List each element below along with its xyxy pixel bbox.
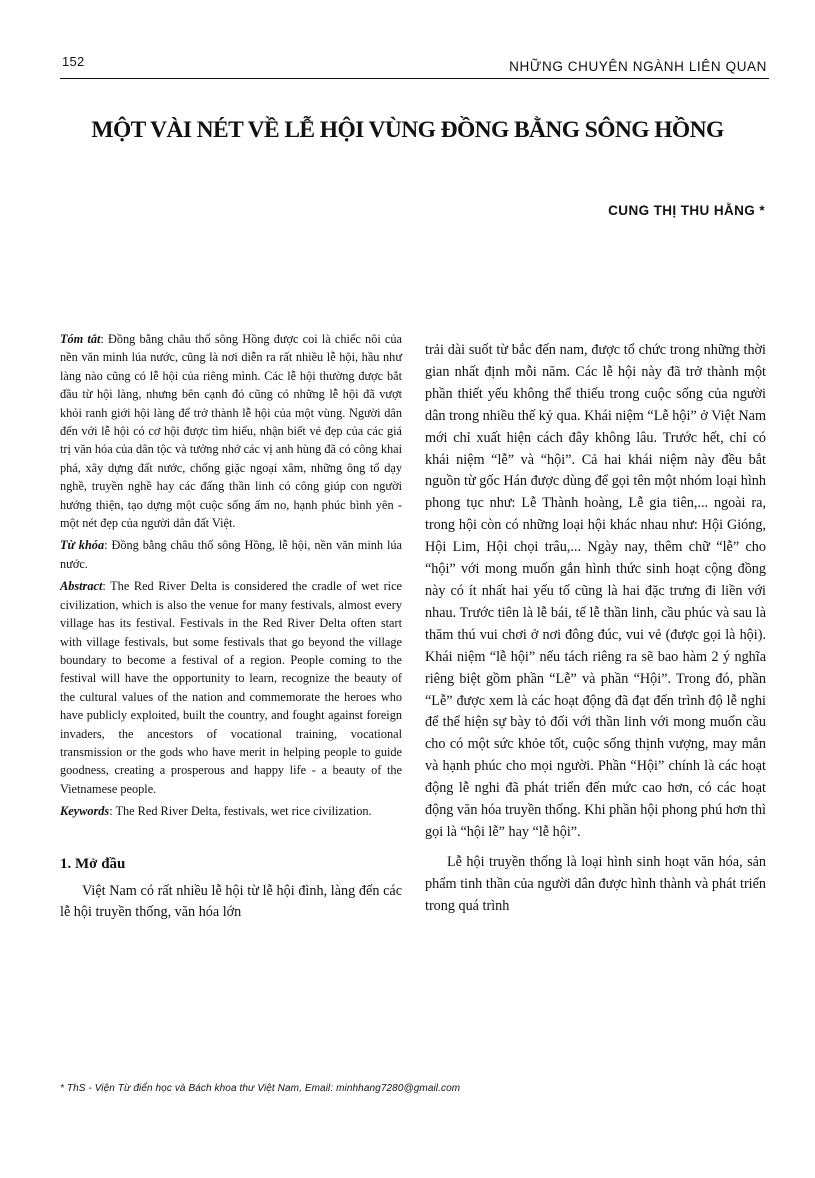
header-divider (60, 78, 769, 79)
body-paragraph: trải dài suốt từ bắc đến nam, được tổ chức trong những thời gian nhất định mỗi năm. Các lễ hội này đã trở thành một phần thiết yếu không thể thiếu trong cuộc sống của người dân trong nhiều thế kỷ qua. Khái niệm “Lễ hội” ở Việt Nam mới chỉ xuất hiện cách đây không lâu. Trước hết, chỉ có khái niệm “lễ” và “hội”. Cả hai khái niệm này đều bắt nguồn từ gốc Hán được dùng để gọi tên một nhóm loại hình phong tục như: Lễ Thành hoàng, Lễ gia tiên,... ngoài ra, trong hội còn có những loại hội khác nhau như: Hội Gióng, Hội Lim, Hội chọi trâu,... Ngày nay, thêm chữ “lễ” cho “hội” với mong muốn gắn hình thức sinh hoạt cộng đồng này có ít nhất hai yếu tố cũng là hai đặc trưng đi liền với nhau. Trước tiên là lễ bái, tế lễ thần linh, cầu phúc và sau là thăm thú vui chơi ở nơi đông đúc, vui vẻ (được gọi là hội). Khái niệm “lễ hội” nếu tách riêng ra sẽ bao hàm 2 ý nghĩa riêng biệt gồm phần “Lễ” và phần “Hội”. Trong đó, phần “Lễ” được xem là các hoạt động đã đạt đến trình độ lễ nghi để thể hiện sự bày tỏ đối với thần linh với mong muốn cầu cho có một sức khỏe tốt, cuộc sống thịnh vượng, may mắn và hạnh phúc cho mọi người. Phần “Hội” chính là các hoạt động lễ nghi đã phát triển đến mức cao hơn, có các hoạt động văn hóa truyền thống. Khi phần hội phong phú hơn thì gọi là “hội lễ” hay “lễ hội”. (425, 342, 766, 840)
abstract-vi-text: : Đồng bằng châu thổ sông Hồng được coi là chiếc nôi của nền văn minh lúa nước, cũng là nơi diễn ra rất nhiều lễ hội, hầu như làng nào cũng có lễ hội của riêng mình. Các lễ hội thường được bắt đầu từ hội làng, nhưng bên cạnh đó cũng có những lễ hội đã vượt khỏi ranh giới hội làng để trở thành lễ hội của một vùng. Người dân đến với lễ hội có cơ hội được tìm hiểu, nhận biết vẻ đẹp của các giá trị văn hóa của dân tộc và tưởng nhớ các vị anh hùng đã có công khai phá, xây dựng đất nước, chống giặc ngoại xâm, những ông tổ dạy nghề, truyền nghề hay các đấng thần linh có công giúp con người hướng thiện, tạo dựng một cuộc sống ấm no, hạnh phúc bình yên - một nét đẹp của người dân đất Việt. (60, 332, 402, 531)
abstract-en (60, 577, 402, 798)
body-paragraph: Việt Nam có rất nhiều lễ hội từ lễ hội đình, làng đến các lễ hội truyền thống, văn hóa lớn (60, 882, 402, 921)
abstract-en-label: Abstract (60, 579, 103, 594)
keywords-en (60, 802, 402, 820)
page-number: 152 (62, 54, 85, 69)
keywords-vi-label: Từ khóa (60, 538, 105, 553)
left-column (60, 330, 402, 924)
section-heading: 1. Mở đầu (60, 855, 126, 872)
abstract-block (60, 330, 402, 821)
right-column (425, 340, 766, 918)
abstract-en-text: : The Red River Delta is considered the cradle of wet rice civilization, which is also the venue for many festivals, almost every village has its festival. Festivals in the Red River Delta often start with village festivals, but some festivals that go beyond the village boundary to become a festival of a region. People coming to the festival will have the opportunity to learn, recognize the beauty of the cultural values of the nation and commemorate the heroes who have publicly exploited, built the country, and fought against foreign invaders, the ancestors of vocational training, vocational transmission or the gods who have merit in helping people to guide goodness, creating a prosperous and happy life - a beauty of the Vietnamese people. (60, 579, 402, 796)
keywords-vi-text: : Đồng bằng châu thổ sông Hồng, lễ hội, nền văn minh lúa nước. (60, 538, 402, 571)
keywords-en-label: Keywords (60, 804, 110, 819)
abstract-vi (60, 330, 402, 532)
body-paragraph: Lễ hội truyền thống là loại hình sinh hoạt văn hóa, sản phẩm tinh thần của người dân được hình thành và phát triển trong quá trình (425, 853, 766, 914)
abstract-vi-label: Tóm tắt (60, 332, 101, 346)
author-footnote: * ThS - Viện Từ điển học và Bách khoa thư Việt Nam, Email: minhhang7280@gmail.com (60, 1083, 461, 1094)
keywords-vi (60, 536, 402, 573)
article-title: MỘT VÀI NÉT VỀ LỄ HỘI VÙNG ĐỒNG BẰNG SÔNG HỒNG (91, 117, 724, 143)
article-author: CUNG THỊ THU HẰNG * (608, 203, 765, 218)
keywords-en-text: : The Red River Delta, festivals, wet rice civilization. (109, 804, 372, 819)
running-header: NHỮNG CHUYÊN NGÀNH LIÊN QUAN (509, 59, 767, 74)
